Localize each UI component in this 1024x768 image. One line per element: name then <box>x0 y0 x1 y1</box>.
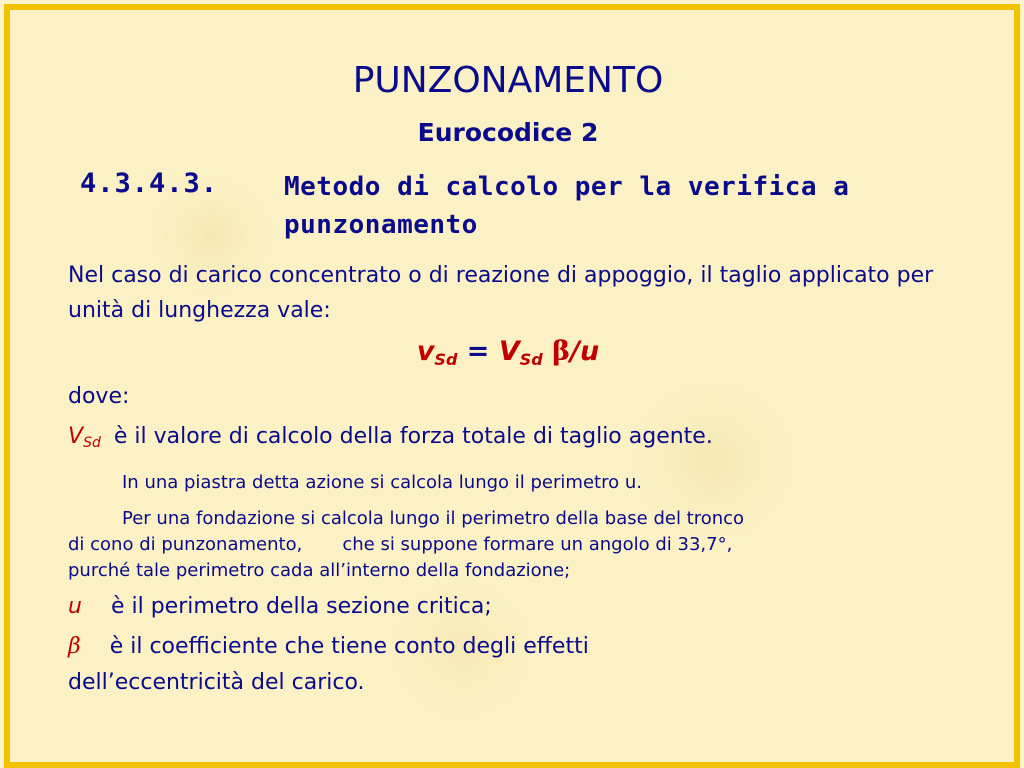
section-title: Metodo di calcolo per la verifica a punzonamento <box>284 172 850 240</box>
formula-rhs-subscript: Sd <box>519 350 543 369</box>
definition-beta-text-line1: è il coefficiente che tiene conto degli effetti <box>109 634 589 659</box>
definition-u-text: è il perimetro della sezione critica; <box>110 594 492 619</box>
definition-beta-text-line2: dell’eccentricità del carico. <box>68 670 365 695</box>
formula-tail: /u <box>570 336 600 367</box>
definition-beta-symbol: β <box>68 634 81 659</box>
formula-rhs: V <box>498 336 520 367</box>
section-number: 4.3.4.3. <box>80 168 219 199</box>
definition-vsd-note-foundation-line1: Per una fondazione si calcola lungo il perimetro della base del tronco <box>122 508 745 529</box>
definition-u <box>68 594 492 619</box>
definition-vsd-note-foundation-line2: di cono di punzonamento, che si suppone formare un angolo di 33,7°, <box>68 534 733 555</box>
intro-paragraph: Nel caso di carico concentrato o di reazione di appoggio, il taglio applicato per unità di lunghezza vale: <box>68 263 934 323</box>
slide-subtitle: Eurocodice 2 <box>417 118 599 147</box>
definition-beta <box>68 634 589 659</box>
definition-vsd-note-foundation-line3: purché tale perimetro cada all’interno della fondazione; <box>68 560 571 581</box>
definition-vsd-note-plate: In una piastra detta azione si calcola lungo il perimetro u. <box>122 472 642 493</box>
dove-label: dove: <box>68 384 130 409</box>
formula-lhs: v <box>416 336 435 367</box>
slide-title: PUNZONAMENTO <box>352 60 664 101</box>
definition-vsd-symbol: $V_{Sd}$ <box>68 424 101 451</box>
formula <box>0 336 1016 369</box>
formula-lhs-subscript: Sd <box>434 350 458 369</box>
definition-vsd <box>68 424 713 451</box>
formula-beta: β <box>552 336 571 367</box>
formula-equals: = <box>457 336 499 367</box>
definition-vsd-text: è il valore di calcolo della forza totale di taglio agente. <box>113 424 713 449</box>
definition-u-symbol: u <box>68 594 82 619</box>
